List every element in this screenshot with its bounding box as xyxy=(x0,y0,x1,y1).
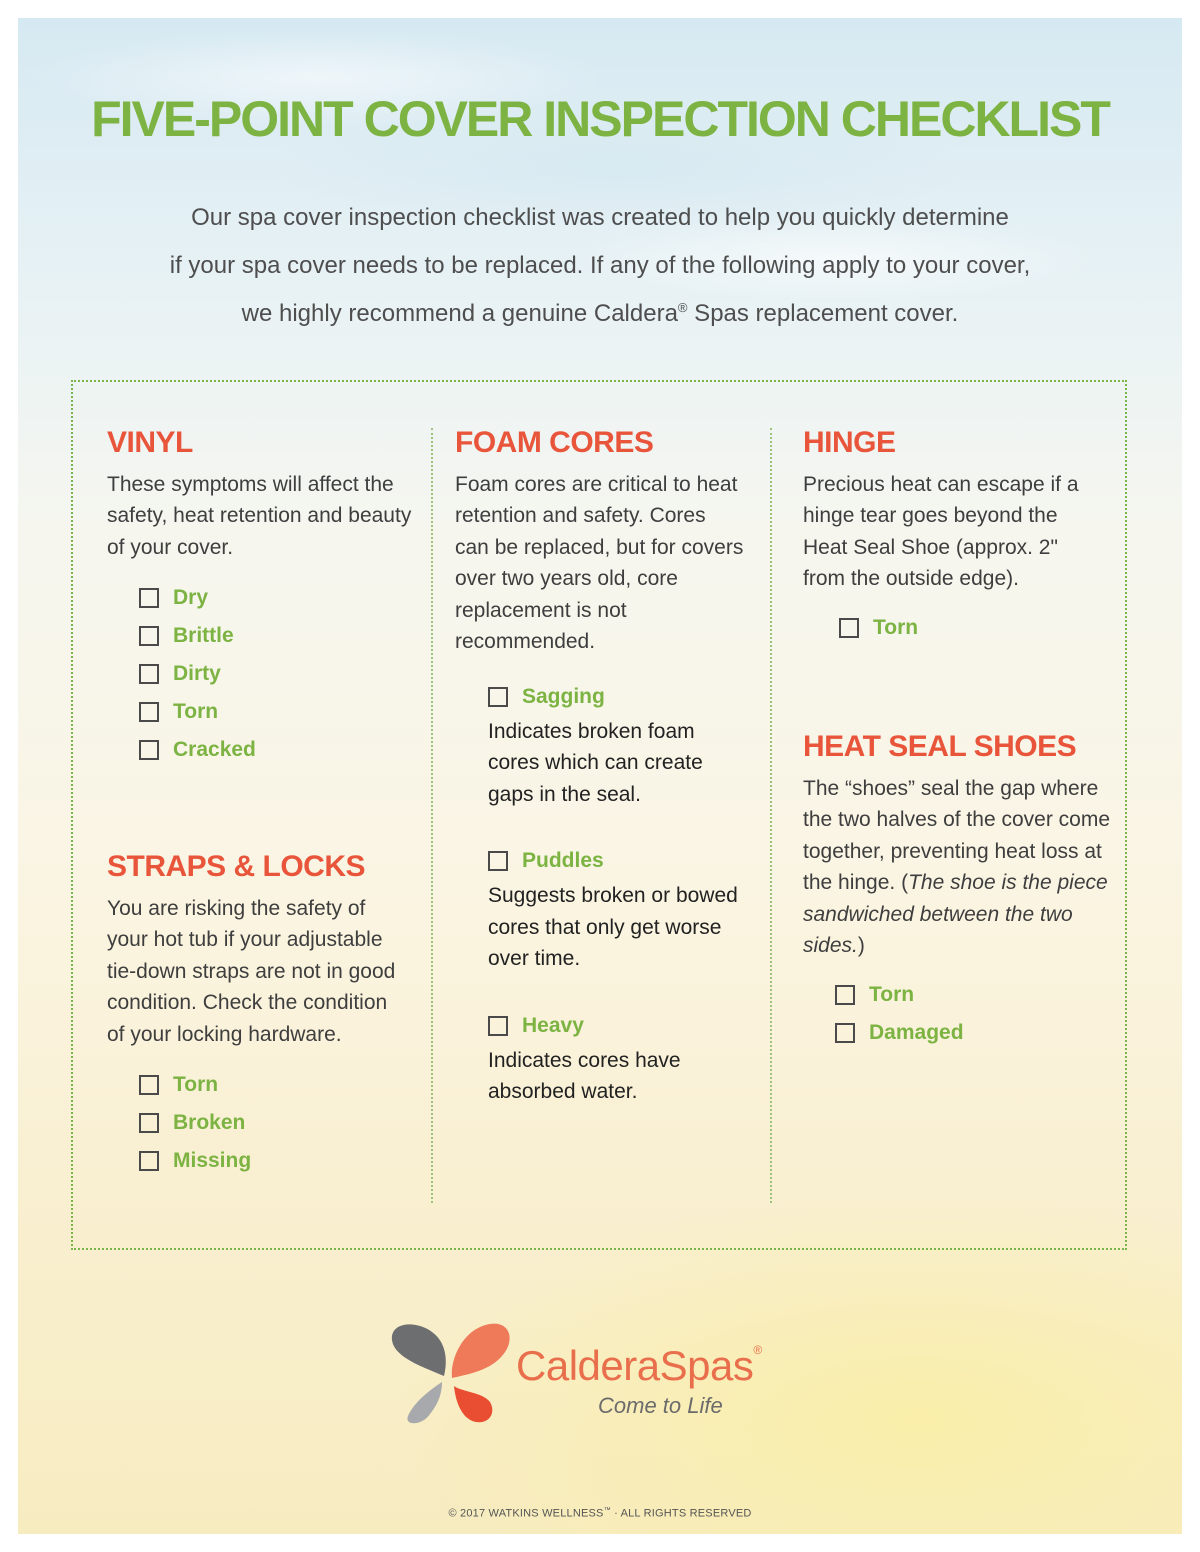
section-body-heat-seal-shoes xyxy=(803,773,1128,962)
check-item-torn[interactable] xyxy=(139,1066,407,1104)
section-body-foam-cores: Foam cores are critical to heat retention and safety. Cores can be replaced, but for covers over two years old, core replacement is not recommended. xyxy=(455,472,744,653)
footer-trademark: ™ xyxy=(603,1507,611,1514)
registered-mark: ® xyxy=(677,300,688,315)
intro-line-3 xyxy=(98,290,1102,338)
check-description: Suggests broken or bowed cores that only get worse over time. xyxy=(488,884,738,970)
check-item-dirty[interactable] xyxy=(139,655,417,693)
check-label: Dry xyxy=(173,586,209,609)
checkbox[interactable] xyxy=(139,740,159,760)
brand-tagline: Come to Life xyxy=(598,1393,723,1418)
section-heading-foam-cores: FOAM CORES xyxy=(455,426,654,459)
section-heading-hinge: HINGE xyxy=(803,426,896,459)
check-item-brittle[interactable] xyxy=(139,617,417,655)
footer-text: © 2017 WATKINS WELLNESS xyxy=(448,1507,604,1520)
section-straps-locks xyxy=(107,850,407,1180)
body-text-plain: The “shoes” seal the gap where the two halves of the cover come together, preventing heat loss at the hinge. ( xyxy=(803,776,1110,894)
section-heading-straps-locks: STRAPS & LOCKS xyxy=(107,850,366,883)
checkbox[interactable] xyxy=(139,626,159,646)
vinyl-checklist xyxy=(139,579,417,769)
foam-checklist xyxy=(488,678,738,1108)
check-label: Broken xyxy=(173,1111,246,1134)
checkbox[interactable] xyxy=(488,687,508,707)
logo-wing-gray-upper xyxy=(392,1324,446,1376)
foam-item-puddles xyxy=(488,842,738,975)
check-item-damaged[interactable] xyxy=(835,1014,1128,1052)
checkbox[interactable] xyxy=(488,851,508,871)
checkbox[interactable] xyxy=(488,1016,508,1036)
intro-line-2: if your spa cover needs to be replaced. If any of the following apply to your cover, xyxy=(169,252,1031,279)
check-item-torn[interactable] xyxy=(139,693,417,731)
section-body-vinyl: These symptoms will affect the safety, heat retention and beauty of your cover. xyxy=(107,472,412,559)
intro-line-1: Our spa cover inspection checklist was created to help you quickly determine xyxy=(191,204,1009,231)
section-heading-heat-seal-shoes: HEAT SEAL SHOES xyxy=(803,730,1077,763)
intro-paragraph xyxy=(98,194,1102,338)
check-description: Indicates broken foam cores which can create gaps in the seal. xyxy=(488,719,703,806)
intro-line-3-text: we highly recommend a genuine Caldera xyxy=(241,300,678,327)
check-item-cracked[interactable] xyxy=(139,731,417,769)
checkbox[interactable] xyxy=(139,1151,159,1171)
footer-text-end: · ALL RIGHTS RESERVED xyxy=(610,1507,752,1520)
logo-wing-red xyxy=(454,1386,492,1422)
check-description: Indicates cores have absorbed water. xyxy=(488,1048,681,1103)
check-label: Puddles xyxy=(522,849,604,872)
brand-registered-mark: ® xyxy=(753,1343,762,1357)
hinge-checklist xyxy=(839,609,1103,647)
column-divider-right xyxy=(770,428,772,1203)
column-divider-left xyxy=(431,428,433,1203)
section-vinyl xyxy=(107,426,417,769)
check-item-torn[interactable] xyxy=(839,609,1103,647)
checkbox[interactable] xyxy=(835,985,855,1005)
check-label: Dirty xyxy=(173,662,221,685)
section-foam-cores xyxy=(455,426,745,1108)
check-item-missing[interactable] xyxy=(139,1142,407,1180)
page xyxy=(18,18,1182,1534)
checkbox[interactable] xyxy=(139,588,159,608)
checkbox[interactable] xyxy=(139,702,159,722)
copyright-footer xyxy=(18,1507,1182,1520)
section-body-straps-locks: You are risking the safety of your hot tub if your adjustable tie-down straps are not in good condition. Check the condition of your locking hardware. xyxy=(107,896,396,1046)
check-item-dry[interactable] xyxy=(139,579,417,617)
heatseal-checklist xyxy=(835,976,1128,1052)
logo-wing-orange xyxy=(452,1324,510,1378)
page-title: FIVE-POINT COVER INSPECTION CHECKLIST xyxy=(91,91,1109,147)
foam-item-heavy xyxy=(488,1007,738,1108)
check-label: Sagging xyxy=(522,684,605,708)
section-heading-vinyl: VINYL xyxy=(107,426,193,459)
section-hinge xyxy=(803,426,1103,647)
check-label: Torn xyxy=(173,1073,219,1096)
check-label: Torn xyxy=(173,700,219,723)
straps-checklist xyxy=(139,1066,407,1180)
section-body-hinge: Precious heat can escape if a hinge tear goes beyond the Heat Seal Shoe (approx. 2" from the outside edge). xyxy=(803,472,1079,590)
section-heat-seal-shoes xyxy=(803,730,1128,1052)
checkbox[interactable] xyxy=(139,1075,159,1095)
body-text-close: ) xyxy=(857,934,865,957)
checkbox[interactable] xyxy=(139,1113,159,1133)
check-label: Cracked xyxy=(173,738,256,761)
check-item-broken[interactable] xyxy=(139,1104,407,1142)
check-label: Torn xyxy=(869,982,915,1006)
check-label: Damaged xyxy=(869,1020,964,1044)
foam-item-sagging xyxy=(488,678,738,811)
checkbox[interactable] xyxy=(835,1023,855,1043)
check-item-puddles[interactable] xyxy=(488,842,738,880)
check-label: Heavy xyxy=(522,1013,584,1037)
logo-wing-gray-lower xyxy=(407,1382,442,1423)
body-text-italic: The shoe is the piece sandwiched between the two sides. xyxy=(803,871,1108,957)
checkbox[interactable] xyxy=(139,664,159,684)
check-label: Missing xyxy=(173,1149,252,1172)
intro-line-3-end: Spas replacement cover. xyxy=(687,300,959,327)
check-item-heavy[interactable] xyxy=(488,1007,738,1045)
brand-name-text: CalderaSpas xyxy=(516,1342,754,1389)
checkbox[interactable] xyxy=(839,618,859,638)
check-label: Torn xyxy=(873,615,919,639)
check-item-torn[interactable] xyxy=(835,976,1128,1014)
check-item-sagging[interactable] xyxy=(488,678,738,716)
brand-name xyxy=(516,1344,762,1387)
check-label: Brittle xyxy=(173,624,234,647)
